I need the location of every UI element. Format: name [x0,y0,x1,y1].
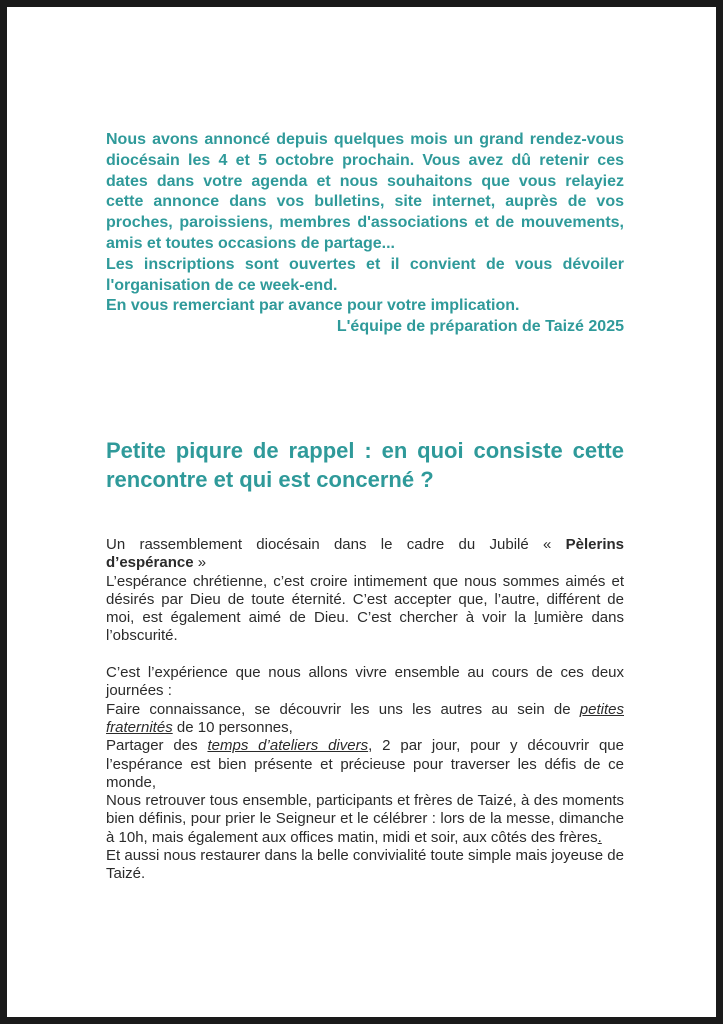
body-paragraph-fraternites [106,701,624,738]
intro-block [106,130,624,338]
jubile-text: Un rassemblement diocésain dans le cadre du Jubilé « [106,536,566,553]
esperance-text-end: umière dans l’obscurité. [106,609,624,645]
temps-ateliers-link[interactable]: temps d’ateliers divers [207,737,369,755]
section-heading: Petite piqure de rappel : en quoi consiste cette rencontre et qui est concerné ? [106,438,624,492]
priere-underlined-dot: . [597,828,602,846]
body-paragraph-experience: C’est l’expérience que nous allons vivre ensemble au cours de ces deux journées : [106,664,624,700]
petites-fraternites-link[interactable]: petites fraternités [106,700,624,736]
body-text [106,536,624,884]
jubile-end: » [193,554,207,572]
intro-paragraph-3: En vous remerciant par avance pour votre implication. [106,297,520,315]
fraternites-text: Faire connaissance, se découvrir les uns les autres au sein de [106,700,580,718]
esperance-underlined-letter: l [534,609,538,627]
intro-paragraph-1: Nous avons annoncé depuis quelques mois un grand rendez-vous diocésain les 4 et 5 octobre prochain. Vous avez dû retenir ces dates dans votre agenda et nous souhaitons que vous relayiez cette annonce dans vos bulletins, site internet, auprès de vos proches, paroissiens, membres d'associations et de mouvements, amis et toutes occasions de partage... [106,131,624,252]
ateliers-text: Partager des [106,737,208,755]
fraternites-text-end: de 10 personnes, [172,718,293,736]
priere-text: Nous retrouver tous ensemble, participants et frères de Taizé, à des moments bien définis, pour prier le Seigneur et le célébrer : lors de la messe, dimanche à 10h, mais également aux offices matin, midi et soir, aux côtés des frères [106,792,624,846]
body-paragraph-jubile [106,536,624,573]
body-paragraph-ateliers [106,737,624,792]
document-page [7,7,716,1017]
intro-signature: L'équipe de préparation de Taizé 2025 [336,318,624,336]
body-paragraph-convivialite: Et aussi nous restaurer dans la belle convivialité toute simple mais joyeuse de Taizé. [106,847,624,883]
intro-paragraph-2: Les inscriptions sont ouvertes et il convient de vous dévoiler l'organisation de ce week-end. [106,255,624,294]
body-paragraph-priere [106,792,624,847]
pelerins-title: Pèlerins d’espérance [106,536,624,572]
ateliers-text-end: , 2 par jour, pour y découvrir que l’espérance est bien présente et précieuse pour traverser les défis de ce monde, [106,737,624,791]
paragraph-spacer [106,646,624,664]
esperance-text: L’espérance chrétienne, c’est croire intimement que nous sommes aimés et désirés par Dieu de toute éternité. C’est accepter que, l’autre, différent de moi, est également aimé de Dieu. C’est chercher à voir la [106,572,624,627]
body-paragraph-esperance [106,573,624,646]
